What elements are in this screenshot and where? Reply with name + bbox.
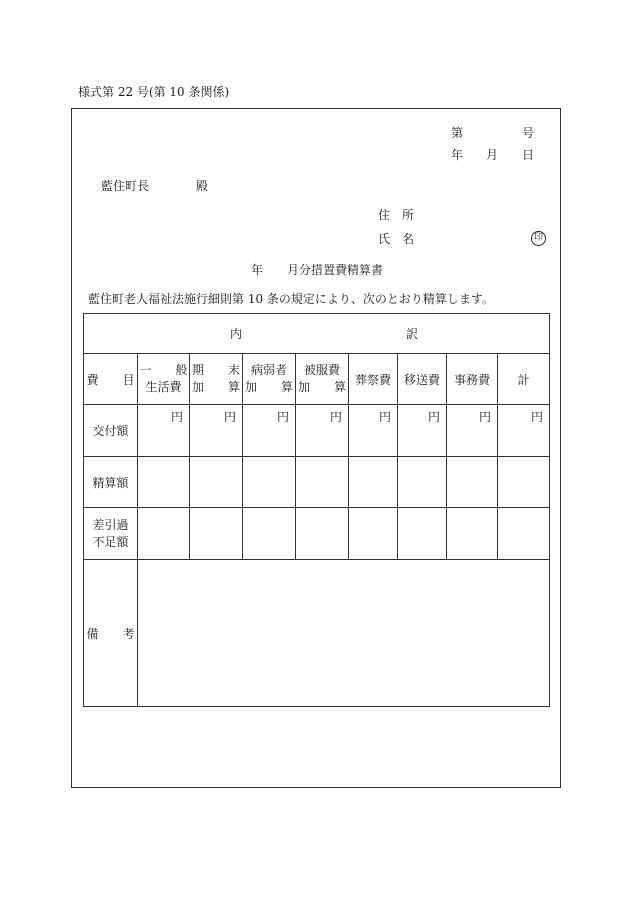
statement-text: 藍住町老人福祉法施行細則第 10 条の規定により、次のとおり精算します。: [88, 292, 494, 306]
number-suffix: 号: [522, 126, 535, 140]
form-number: 様式第 22 号(第 10 条関係): [78, 85, 230, 99]
row-label-issued: 交付額: [84, 405, 138, 457]
table-cell[interactable]: [190, 457, 243, 508]
table-cell[interactable]: [498, 508, 550, 560]
date-day: 日: [522, 148, 535, 162]
row-label-settled: 精算額: [84, 457, 138, 508]
number-prefix: 第: [451, 126, 464, 140]
col-term-end: 期 末 加 算: [190, 354, 243, 405]
seal-mark: 印: [531, 231, 546, 246]
name-label: 氏 名: [378, 232, 415, 246]
breakdown-right: 訳: [406, 327, 419, 341]
table-cell[interactable]: [190, 508, 243, 560]
col-transport: 移送費: [398, 354, 447, 405]
header-row: [84, 354, 550, 405]
table-cell[interactable]: [447, 457, 498, 508]
table-cell[interactable]: [447, 508, 498, 560]
address-label: 住 所: [378, 208, 415, 222]
col-funeral: 葬祭費: [349, 354, 398, 405]
col-item: 費 目: [84, 354, 138, 405]
cell-yen[interactable]: 円: [138, 405, 190, 457]
col-clothing: 被服費 加 算: [296, 354, 349, 405]
table-cell[interactable]: [138, 508, 190, 560]
table-cell[interactable]: [296, 508, 349, 560]
cell-yen[interactable]: 円: [447, 405, 498, 457]
cell-yen[interactable]: 円: [398, 405, 447, 457]
cell-yen[interactable]: 円: [190, 405, 243, 457]
row-label-difference: 差引過 不足額: [84, 508, 138, 560]
cell-yen[interactable]: 円: [296, 405, 349, 457]
col-total: 計: [498, 354, 550, 405]
table-cell[interactable]: [349, 457, 398, 508]
table-cell[interactable]: [349, 508, 398, 560]
remarks-cell[interactable]: [138, 560, 550, 707]
breakdown-left: 内: [230, 327, 243, 341]
form-title: 月分措置費精算書: [287, 263, 384, 277]
addressee-honorific: 殿: [196, 179, 209, 193]
cell-yen[interactable]: 円: [498, 405, 550, 457]
table-cell[interactable]: [138, 457, 190, 508]
table-cell[interactable]: [498, 457, 550, 508]
row-issued: [84, 405, 550, 457]
table-cell[interactable]: [296, 457, 349, 508]
cell-yen[interactable]: 円: [243, 405, 296, 457]
col-general: 一 般 生活費: [138, 354, 190, 405]
date-month: 月: [486, 148, 499, 162]
table-cell[interactable]: [243, 508, 296, 560]
date-year: 年: [451, 148, 464, 162]
col-admin: 事務費: [447, 354, 498, 405]
table-cell[interactable]: [398, 508, 447, 560]
title-year: 年: [251, 263, 264, 277]
row-remarks: [84, 560, 550, 707]
table-cell[interactable]: [243, 457, 296, 508]
row-settled: [84, 457, 550, 508]
cell-yen[interactable]: 円: [349, 405, 398, 457]
breakdown-row: [84, 314, 550, 354]
table-cell[interactable]: [398, 457, 447, 508]
col-sick: 病弱者 加 算: [243, 354, 296, 405]
row-label-remarks: 備 考: [84, 560, 138, 707]
addressee-name: 藍住町長: [101, 179, 150, 193]
row-difference: [84, 508, 550, 560]
settlement-table: [83, 313, 550, 707]
